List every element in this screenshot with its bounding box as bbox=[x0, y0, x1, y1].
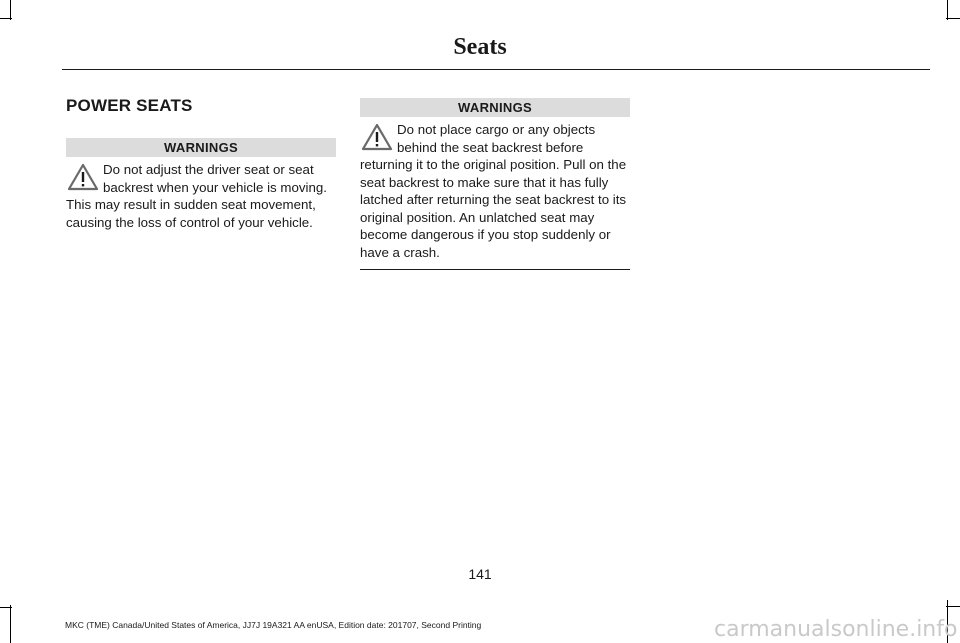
warning-triangle-icon bbox=[66, 161, 100, 195]
edition-footer: MKC (TME) Canada/United States of America, JJ7J 19A321 AA enUSA, Edition date: 201707, Second Printing bbox=[65, 620, 482, 630]
crop-mark bbox=[946, 18, 960, 19]
left-column bbox=[66, 96, 336, 239]
crop-mark bbox=[10, 0, 11, 20]
section-heading: POWER SEATS bbox=[66, 96, 193, 115]
page-title: Seats bbox=[453, 34, 507, 60]
crop-mark bbox=[947, 0, 948, 20]
warning-box bbox=[66, 138, 336, 239]
crop-mark bbox=[0, 18, 12, 19]
warning-label: WARNINGS bbox=[360, 98, 630, 117]
warning-body bbox=[66, 161, 336, 239]
crop-mark bbox=[10, 605, 11, 643]
middle-column bbox=[360, 98, 630, 270]
warning-label: WARNINGS bbox=[66, 138, 336, 157]
warning-box bbox=[360, 98, 630, 270]
warning-body bbox=[360, 121, 630, 270]
crop-mark bbox=[0, 607, 12, 608]
crop-mark bbox=[946, 606, 960, 607]
watermark: carmanualsonline.info bbox=[714, 617, 958, 642]
header-divider bbox=[62, 69, 930, 70]
warning-text: Do not place cargo or any objects behind the seat backrest before returning it to the original position. Pull on the seat backrest to make sure that it has fully latched after returning the seat backrest to its original position. An unlatched seat may become dangerous if you stop suddenly or have a crash. bbox=[360, 122, 627, 260]
page-number: 141 bbox=[468, 566, 492, 582]
warning-triangle-icon bbox=[360, 121, 394, 155]
warning-text: Do not adjust the driver seat or seat backrest when your vehicle is moving. This may result in sudden seat movement, causing the loss of control of your vehicle. bbox=[66, 162, 327, 230]
